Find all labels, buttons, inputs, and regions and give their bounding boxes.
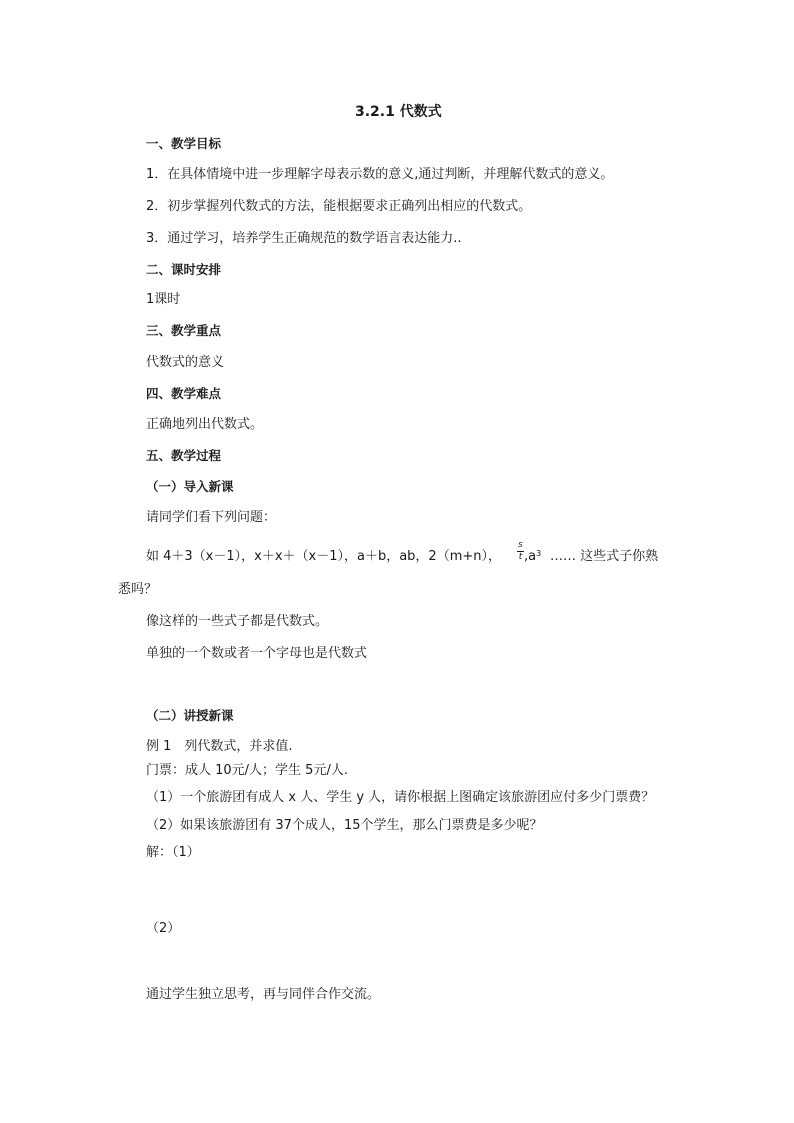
page-title: 3.2.1 代数式 <box>355 104 442 120</box>
exponent: 3 <box>536 549 542 558</box>
intro-heading: （一）导入新课 <box>146 479 234 494</box>
examples-tail <box>524 549 541 565</box>
example-1-title: 例 1 列代数式，并求值. <box>146 739 293 754</box>
teach-heading: （二）讲授新课 <box>146 708 234 723</box>
goals-heading: 一、教学目标 <box>146 136 222 151</box>
fraction-denominator: t <box>518 552 523 562</box>
goal-2: 2．初步掌握列代数式的方法，能根据要求正确列出相应的代数式。 <box>146 199 532 214</box>
difficulty-text: 正确地列出代数式。 <box>146 417 264 432</box>
examples-tail-b: …… 这些式子你熟 <box>550 549 659 564</box>
closing-text: 通过学生独立思考，再与同伴合作交流。 <box>146 987 381 1002</box>
focus-text: 代数式的意义 <box>146 355 225 370</box>
example-1-question-2: （2）如果该旅游团有 37个成人，15个学生，那么门票费是多少呢？ <box>146 818 543 833</box>
schedule-heading: 二、课时安排 <box>146 262 222 277</box>
goal-3: 3．通过学习，培养学生正确规范的数学语言表达能力.. <box>146 231 462 246</box>
process-heading: 五、教学过程 <box>146 448 222 463</box>
examples-text: 如 4＋3（x－1），x＋x＋（x－1），a＋b，ab，2（m+n）， <box>146 549 501 564</box>
fraction-numerator: s <box>518 540 523 550</box>
intro-note-1: 像这样的一些式子都是代数式。 <box>146 614 329 629</box>
example-1-price: 门票：成人 10元/人；学生 5元/人. <box>146 763 348 778</box>
example-1-solution: 解：（1） <box>146 845 200 860</box>
goal-1: 1．在具体情境中进一步理解字母表示数的意义,通过判断，并理解代数式的意义。 <box>146 167 614 182</box>
example-1-question-1: （1）一个旅游团有成人 x 人、学生 y 人，请你根据上图确定该旅游团应付多少门票费？ <box>146 790 655 805</box>
intro-note-2: 单独的一个数或者一个字母也是代数式 <box>146 646 368 661</box>
intro-prompt: 请同学们看下列问题： <box>146 510 277 525</box>
examples-wrap: 悉吗？ <box>118 582 158 597</box>
schedule-text: 1课时 <box>146 292 181 307</box>
difficulty-heading: 四、教学难点 <box>146 386 222 401</box>
examples-tail-a: ,a <box>524 549 537 564</box>
focus-heading: 三、教学重点 <box>146 323 222 338</box>
example-1-solution-2: （2） <box>146 921 181 936</box>
